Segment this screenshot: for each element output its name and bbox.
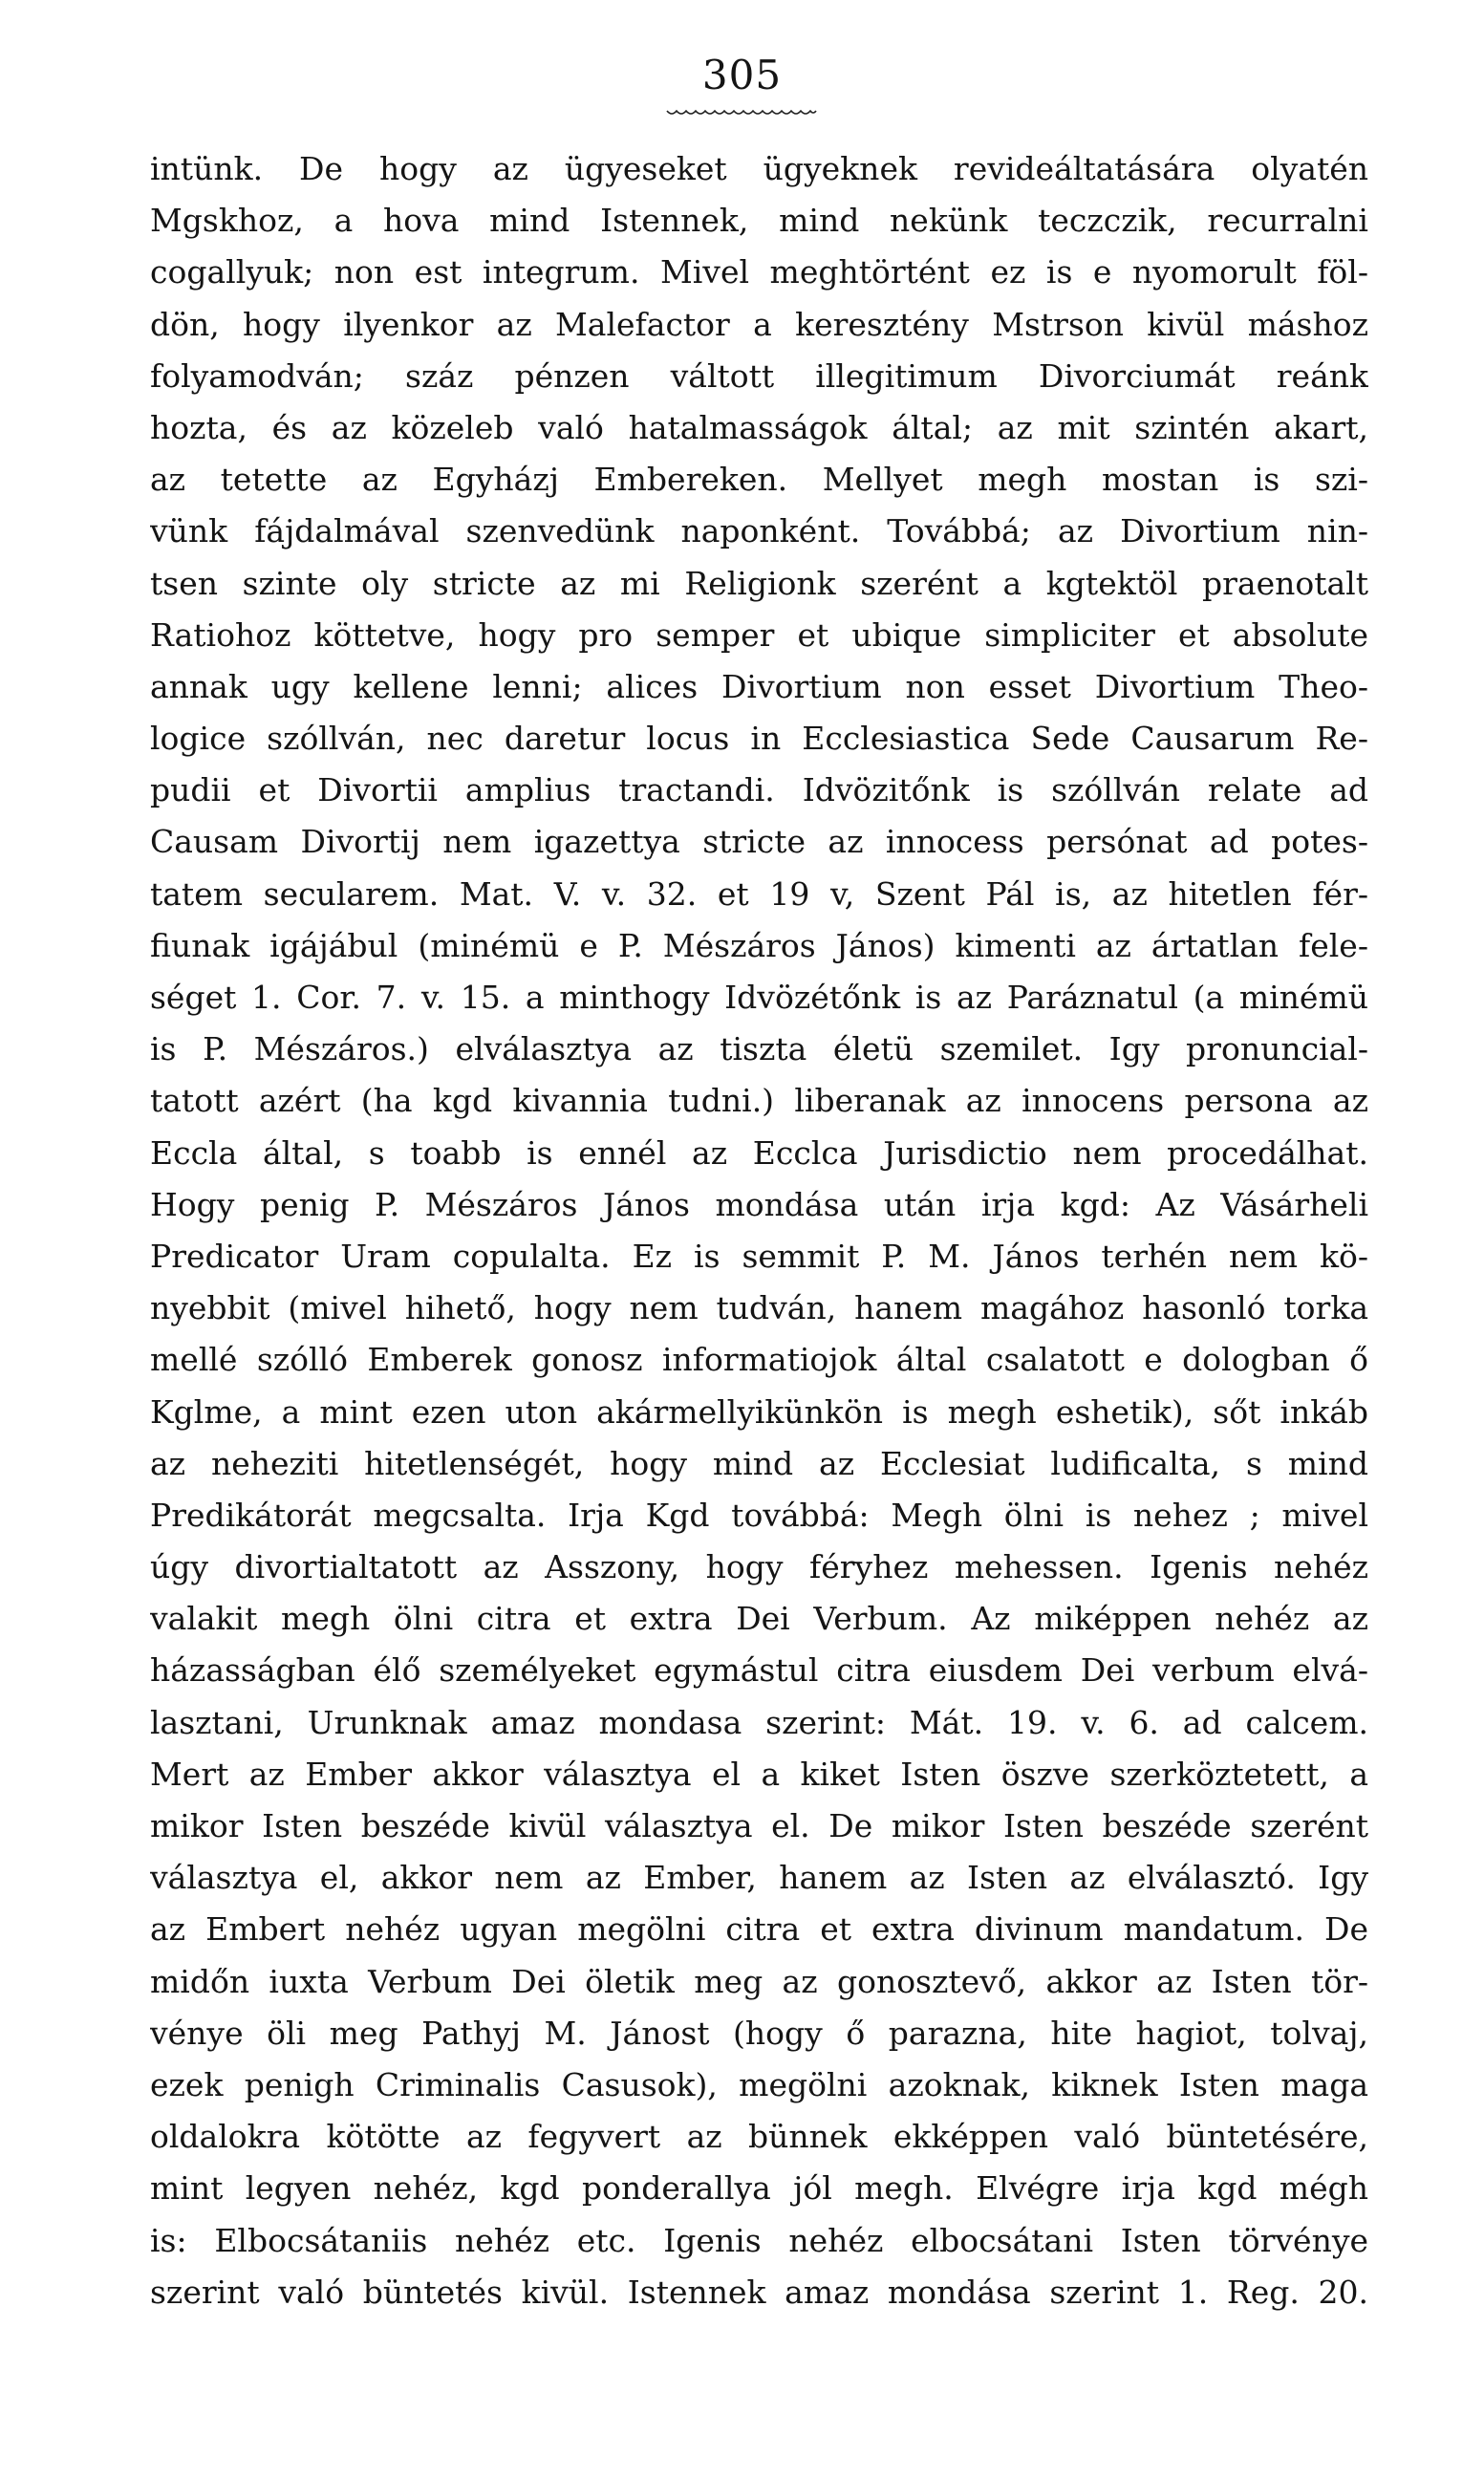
text-line: Mgskhoz, a hova mind Istennek, mind nekünk teczczik, recurralni <box>150 202 1368 240</box>
text-line: lasztani, Urunknak amaz mondasa szerint: Mát. 19. v. 6. ad calcem. <box>150 1703 1368 1741</box>
page-number: 305 <box>701 52 783 98</box>
text-line: Causam Divortij nem igazettya stricte az innocess persónat ad potes- <box>150 823 1368 861</box>
text-line: Kglme, a mint ezen uton akármellyikünkön is megh eshetik), sőt inkáb <box>150 1392 1368 1431</box>
text-line: folyamodván; száz pénzen váltott illegitimum Divorciumát reánk <box>150 356 1368 395</box>
text-line: Mert az Ember akkor választya el a kiket Isten öszve szerköztetett, a <box>150 1755 1368 1793</box>
text-line: annak ugy kellene lenni; alices Divortium non esset Divortium Theo- <box>150 667 1368 705</box>
text-line: Predicator Uram copulalta. Ez is semmit P. M. János terhén nem kö- <box>150 1237 1368 1275</box>
page-number-underline <box>665 107 818 119</box>
text-line: oldalokra kötötte az fegyvert az bünnek ekképpen való büntetésére, <box>150 2118 1368 2156</box>
text-line: cogallyuk; non est integrum. Mivel meghtörtént ez is e nyomorult föl- <box>150 253 1368 291</box>
text-line: hozta, és az közeleb való hatalmasságok által; az mit szintén akart, <box>150 408 1368 446</box>
text-line: logice szóllván, nec daretur locus in Ecclesiastica Sede Causarum Re- <box>150 720 1368 758</box>
text-line: is P. Mészáros.) elválasztya az tiszta életü szemilet. Igy pronuncial- <box>150 1030 1368 1068</box>
text-line: vünk fájdalmával szenvedünk naponként. Továbbá; az Divortium nin- <box>150 512 1368 550</box>
text-line: midőn iuxta Verbum Dei öletik meg az gonosztevő, akkor az Isten tör- <box>150 1962 1368 2000</box>
text-line: az neheziti hitetlenségét, hogy mind az Ecclesiat ludificalta, s mind <box>150 1444 1368 1482</box>
text-line: valakit megh ölni citra et extra Dei Verbum. Az miképpen nehéz az <box>150 1600 1368 1638</box>
text-line: tatott azért (ha kgd kivannia tudni.) liberanak az innocens persona az <box>150 1082 1368 1120</box>
text-line: pudii et Divortii amplius tractandi. Idvözitőnk is szóllván relate ad <box>150 771 1368 809</box>
text-line: fiunak igájábul (minémü e P. Mészáros János) kimenti az ártatlan fele- <box>150 926 1368 964</box>
text-line: tatem secularem. Mat. V. v. 32. et 19 v, Szent Pál is, az hitetlen fér- <box>150 874 1368 913</box>
text-line: Eccla által, s toabb is ennél az Ecclca Jurisdictio nem procedálhat. <box>150 1133 1368 1172</box>
text-line: dön, hogy ilyenkor az Malefactor a keresztény Mstrson kivül máshoz <box>150 305 1368 343</box>
text-line: Hogy penig P. Mészáros János mondása után irja kgd: Az Vásárheli <box>150 1185 1368 1223</box>
text-line: Ratiohoz köttetve, hogy pro semper et ubique simpliciter et absolute <box>150 615 1368 654</box>
text-line: házasságban élő személyeket egymástul citra eiusdem Dei verbum elvá- <box>150 1651 1368 1690</box>
text-line: szerint való büntetés kivül. Istennek amaz mondása szerint 1. Reg. 20. <box>150 2273 1368 2311</box>
text-line: intünk. De hogy az ügyeseket ügyeknek revideáltatására olyatén <box>150 150 1368 187</box>
body-text <box>150 143 1368 2318</box>
text-line: az tetette az Egyházj Embereken. Mellyet megh mostan is szi- <box>150 461 1368 499</box>
text-line: is: Elbocsátaniis nehéz etc. Igenis nehéz elbocsátani Isten törvénye <box>150 2221 1368 2259</box>
text-line: mint legyen nehéz, kgd ponderallya jól megh. Elvégre irja kgd mégh <box>150 2169 1368 2208</box>
text-line: séget 1. Cor. 7. v. 15. a minthogy Idvözétőnk is az Paráznatul (a minémü <box>150 979 1368 1016</box>
text-line: az Embert nehéz ugyan megölni citra et extra divinum mandatum. De <box>150 1910 1368 1949</box>
text-line: úgy divortialtatott az Asszony, hogy féryhez mehessen. Igenis nehéz <box>150 1548 1368 1586</box>
text-line: választya el, akkor nem az Ember, hanem az Isten az elválasztó. Igy <box>150 1859 1368 1897</box>
text-line: ezek penigh Criminalis Casusok), megölni azoknak, kiknek Isten maga <box>150 2065 1368 2103</box>
text-line: mellé szólló Emberek gonosz informatiojok által csalatott e dologban ő <box>150 1341 1368 1379</box>
text-line: mikor Isten beszéde kivül választya el. De mikor Isten beszéde szerént <box>150 1807 1368 1844</box>
text-line: nyebbit (mivel hihető, hogy nem tudván, hanem magához hasonló torka <box>150 1289 1368 1327</box>
text-line: tsen szinte oly stricte az mi Religionk szerént a kgtektöl praenotalt <box>150 564 1368 602</box>
text-line: Predikátorát megcsalta. Irja Kgd továbbá: Megh ölni is nehez ; mivel <box>150 1496 1368 1534</box>
text-line: vénye öli meg Pathyj M. Jánost (hogy ő parazna, hite hagiot, tolvaj, <box>150 2014 1368 2052</box>
